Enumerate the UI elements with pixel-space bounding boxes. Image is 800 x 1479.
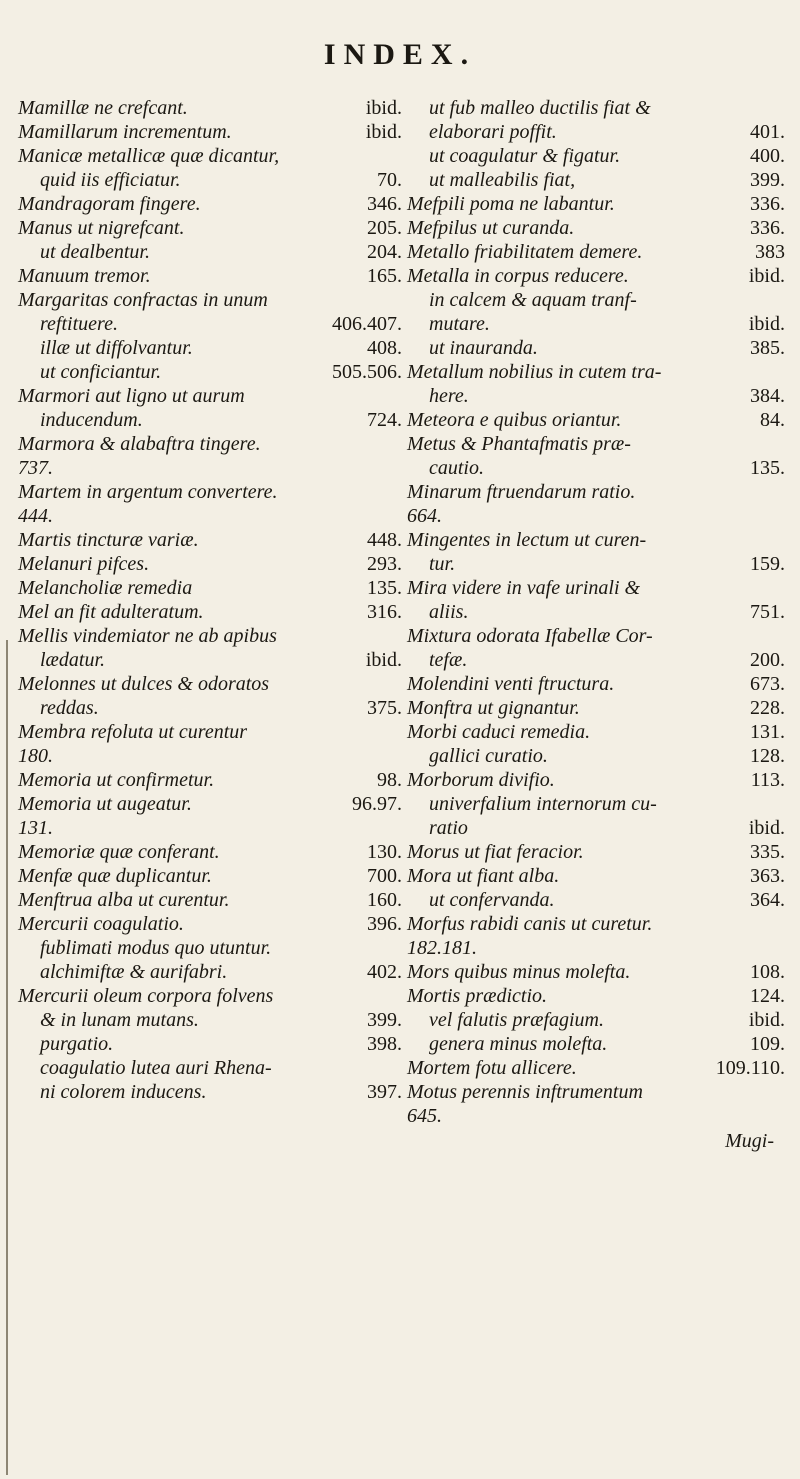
entry-text: Mamillæ ne crefcant. [18,97,188,119]
index-entry [18,168,402,192]
index-entry [18,648,402,672]
entry-text: vel falutis præfagium. [429,1009,604,1031]
entry-text: 131. [18,817,53,839]
index-entry [407,888,785,912]
entry-text: Mefpili poma ne labantur. [407,193,615,215]
entry-text: Metalla in corpus reducere. [407,265,629,287]
index-entry [407,456,785,480]
entry-page-number: 293. [367,553,402,575]
index-entry [407,168,785,192]
index-entry [407,768,785,792]
entry-text: Mortis prædictio. [407,985,548,1007]
entry-text: Marmora & alabaftra tingere. [18,433,261,455]
entry-page-number: ibid. [365,649,402,671]
index-entry [18,912,402,936]
entry-page-number: 384. [750,385,785,407]
entry-page-number: ibid. [365,97,402,119]
entry-page-number: 408. [367,337,402,359]
entry-text: ut dealbentur. [40,241,150,263]
entry-page-number: 396. [367,913,402,935]
index-entry [18,744,402,768]
index-entry [18,96,402,120]
index-entry [407,312,785,336]
index-entry [407,96,785,120]
entry-page-number: 96.97. [352,793,402,815]
index-entry [18,1080,402,1104]
entry-text: Mors quibus minus molefta. [407,961,631,983]
entry-text: Marmori aut ligno ut aurum [18,385,245,407]
index-entry [407,792,785,816]
entry-page-number: 448. [367,529,402,551]
index-entry [407,408,785,432]
entry-text: 645. [407,1105,442,1127]
index-entry [18,408,402,432]
entry-page-number: 724. [367,409,402,431]
index-entry [18,384,402,408]
index-entry [407,672,785,696]
index-entry [18,216,402,240]
entry-text: Molendini venti ftructura. [407,673,615,695]
index-entry [18,840,402,864]
entry-text: Memoria ut augeatur. [18,793,192,815]
entry-text: inducendum. [40,409,143,431]
index-entry [18,528,402,552]
entry-text: 664. [407,505,442,527]
index-entry [407,576,785,600]
entry-page-number: 505.506. [332,361,402,383]
index-entry [18,1032,402,1056]
index-entry [407,912,785,936]
index-entry [18,816,402,840]
index-entry [18,936,402,960]
entry-text: lædatur. [40,649,106,671]
entry-text: Morborum divifio. [407,769,555,791]
entry-text: & in lunam mutans. [40,1009,199,1031]
entry-text: Metus & Phantafmatis præ- [407,433,631,455]
entry-page-number: 228. [750,697,785,719]
entry-page-number: 130. [367,841,402,863]
entry-text: alchimiftæ & aurifabri. [40,961,228,983]
index-entry [407,240,785,264]
entry-page-number: 84. [760,409,785,431]
entry-text: Motus perennis inftrumentum [407,1081,643,1103]
entry-page-number: 316. [367,601,402,623]
index-entry [407,360,785,384]
entry-text: Metallo friabilitatem demere. [407,241,643,263]
entry-text: Manicæ metallicæ quæ dicantur, [18,145,280,167]
page-header: INDEX. [323,38,477,71]
entry-page-number: 113. [750,769,785,791]
entry-page-number: 336. [750,193,785,215]
entry-text: Mefpilus ut curanda. [407,217,575,239]
index-entry [18,888,402,912]
entry-page-number: 165. [367,265,402,287]
entry-text: Melanuri pifces. [18,553,150,575]
entry-text: reftituere. [40,313,118,335]
entry-text: Morbi caduci remedia. [407,721,591,743]
entry-text: illæ ut diffolvantur. [40,337,193,359]
entry-page-number: 364. [750,889,785,911]
entry-text: Menftrua alba ut curentur. [18,889,230,911]
entry-page-number: ibid. [748,313,785,335]
index-entry [18,984,402,1008]
entry-text: Martem in argentum convertere. [18,481,278,503]
entry-text: Memoria ut confirmetur. [18,769,215,791]
entry-page-number: 135. [367,577,402,599]
index-entry [18,1008,402,1032]
entry-page-number: 109.110. [715,1057,785,1079]
index-entry [18,600,402,624]
index-entry [18,144,402,168]
index-entry [18,432,402,456]
index-entry [407,504,785,528]
index-entry [407,528,785,552]
index-entry [407,720,785,744]
catchword: Mugi- [725,1130,774,1152]
entry-text: Mixtura odorata Ifabellæ Cor- [407,625,653,647]
entry-text: ut fub malleo ductilis fiat & [429,97,651,119]
entry-page-number: 204. [367,241,402,263]
entry-text: Meteora e quibus oriantur. [407,409,622,431]
index-entry [18,264,402,288]
entry-text: ut malleabilis fiat, [429,169,576,191]
entry-page-number: 397. [367,1081,402,1103]
index-entry [407,120,785,144]
entry-page-number: 363. [750,865,785,887]
entry-text: univerfalium internorum cu- [429,793,657,815]
entry-text: ut inauranda. [429,337,538,359]
index-entry [407,624,785,648]
index-entry [407,696,785,720]
entry-text: Monftra ut gignantur. [407,697,580,719]
entry-page-number: 70. [377,169,402,191]
entry-text: Mortem fotu allicere. [407,1057,577,1079]
index-entry [18,792,402,816]
index-entry [18,696,402,720]
entry-page-number: 135. [750,457,785,479]
entry-page-number: 399. [367,1009,402,1031]
index-entry [407,1104,785,1128]
index-entry [18,456,402,480]
entry-page-number: 98. [377,769,402,791]
entry-text: Mora ut fiant alba. [407,865,560,887]
entry-text: Melancholiæ remedia [18,577,193,599]
entry-text: genera minus molefta. [429,1033,608,1055]
index-entry [407,336,785,360]
index-entry [18,336,402,360]
index-entry [407,432,785,456]
entry-text: 737. [18,457,53,479]
entry-page-number: 402. [367,961,402,983]
entry-page-number: 335. [750,841,785,863]
entry-page-number: 205. [367,217,402,239]
entry-text: mutare. [429,313,490,335]
entry-page-number: 108. [750,961,785,983]
entry-page-number: 375. [367,697,402,719]
index-entry [407,600,785,624]
index-entry [407,1080,785,1104]
entry-text: quid iis efficiatur. [40,169,181,191]
entry-page-number: 131. [750,721,785,743]
index-entry [407,744,785,768]
index-entry [18,576,402,600]
index-entry [407,816,785,840]
index-entry [18,1056,402,1080]
entry-text: Mercurii oleum corpora folvens [18,985,274,1007]
index-entry [18,360,402,384]
index-entry [18,480,402,504]
left-column [18,96,402,1104]
index-entry [18,672,402,696]
entry-text: Manus ut nigrefcant. [18,217,185,239]
entry-page-number: 673. [750,673,785,695]
entry-page-number: ibid. [748,817,785,839]
entry-text: Membra refoluta ut curentur [18,721,248,743]
entry-text: Mingentes in lectum ut curen- [407,529,647,551]
entry-page-number: 399. [750,169,785,191]
entry-text: tefæ. [429,649,468,671]
entry-page-number: 751. [750,601,785,623]
entry-page-number: 109. [750,1033,785,1055]
index-entry [407,840,785,864]
entry-text: 444. [18,505,53,527]
entry-text: Mamillarum incrementum. [18,121,232,143]
index-entry [18,624,402,648]
index-entry [407,936,785,960]
entry-text: reddas. [40,697,99,719]
entry-text: Mel an fit adulteratum. [18,601,204,623]
entry-page-number: ibid. [365,121,402,143]
entry-text: cautio. [429,457,484,479]
index-entry [18,960,402,984]
margin-rule [6,640,8,1475]
entry-text: Martis tincturæ variæ. [18,529,199,551]
entry-text: Mercurii coagulatio. [18,913,184,935]
index-entry [18,192,402,216]
entry-page-number: 383 [755,241,785,263]
entry-page-number: 398. [367,1033,402,1055]
entry-text: 182.181. [407,937,477,959]
entry-text: Minarum ftruendarum ratio. [407,481,636,503]
entry-text: tur. [429,553,456,575]
entry-text: gallici curatio. [429,745,548,767]
entry-text: ut confervanda. [429,889,555,911]
index-entry [18,768,402,792]
entry-text: Melonnes ut dulces & odoratos [18,673,270,695]
index-entry [18,288,402,312]
index-entry [407,1032,785,1056]
index-entry [18,120,402,144]
entry-text: Memoriæ quæ conferant. [18,841,220,863]
index-entry [18,720,402,744]
entry-text: Mandragoram fingere. [18,193,201,215]
index-entry [407,216,785,240]
index-entry [407,264,785,288]
entry-page-number: 128. [750,745,785,767]
entry-page-number: ibid. [748,1009,785,1031]
index-entry [18,240,402,264]
entry-text: purgatio. [40,1033,114,1055]
entry-page-number: 160. [367,889,402,911]
index-entry [407,864,785,888]
entry-page-number: 159. [750,553,785,575]
index-entry [407,984,785,1008]
entry-text: 180. [18,745,53,767]
index-entry [407,552,785,576]
entry-text: Manuum tremor. [18,265,151,287]
entry-text: Margaritas confractas in unum [18,289,268,311]
entry-text: here. [429,385,469,407]
index-entry [407,960,785,984]
entry-text: ratio [429,817,468,839]
index-entry [407,1056,785,1080]
index-entry [18,504,402,528]
index-entry [407,192,785,216]
entry-text: ut coagulatur & figatur. [429,145,621,167]
entry-page-number: 385. [750,337,785,359]
entry-text: ni colorem inducens. [40,1081,207,1103]
entry-text: fublimati modus quo utuntur. [40,937,272,959]
entry-text: Menfæ quæ duplicantur. [18,865,212,887]
index-entry [18,552,402,576]
index-entry [407,288,785,312]
entry-text: aliis. [429,601,469,623]
index-entry [407,1008,785,1032]
index-entry [407,384,785,408]
entry-page-number: 700. [367,865,402,887]
index-entry [407,648,785,672]
entry-text: elaborari poffit. [429,121,557,143]
index-entry [407,480,785,504]
index-entry [407,144,785,168]
index-entry [18,312,402,336]
entry-page-number: ibid. [748,265,785,287]
entry-text: Morus ut fiat feracior. [407,841,584,863]
entry-page-number: 401. [750,121,785,143]
index-entry [18,864,402,888]
entry-page-number: 400. [750,145,785,167]
entry-text: Mellis vindemiator ne ab apibus [18,625,277,647]
entry-text: Metallum nobilius in cutem tra- [407,361,662,383]
entry-page-number: 124. [750,985,785,1007]
entry-page-number: 200. [750,649,785,671]
right-column [407,96,785,1128]
entry-page-number: 336. [750,217,785,239]
entry-text: coagulatio lutea auri Rhena- [40,1057,272,1079]
entry-text: ut conficiantur. [40,361,162,383]
entry-text: Mira videre in vafe urinali & [407,577,641,599]
entry-text: in calcem & aquam tranf- [429,289,637,311]
entry-page-number: 346. [367,193,402,215]
entry-page-number: 406.407. [332,313,402,335]
entry-text: Morfus rabidi canis ut curetur. [407,913,653,935]
